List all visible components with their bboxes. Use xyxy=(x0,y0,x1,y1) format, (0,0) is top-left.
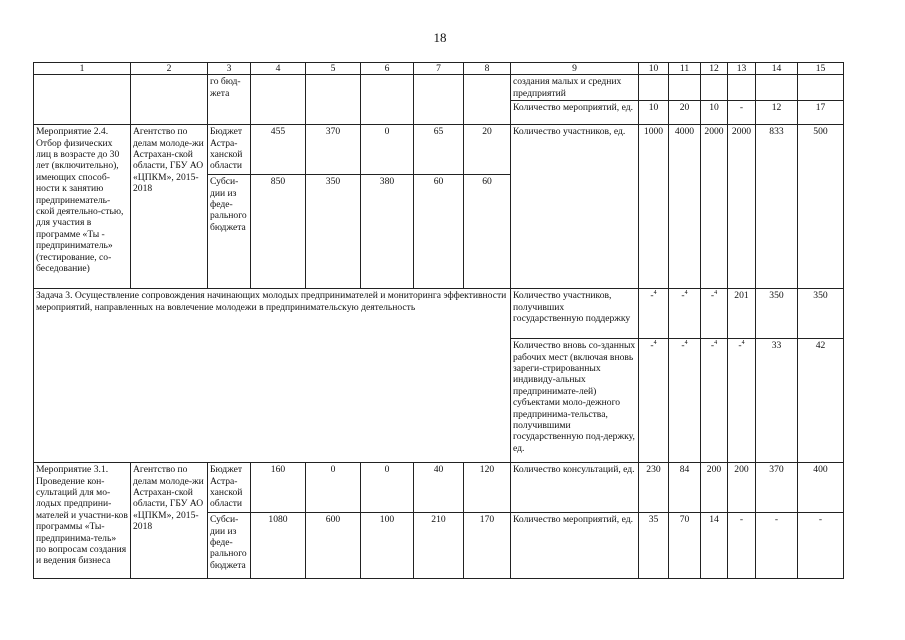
col-header: 9 xyxy=(511,63,639,75)
activity-name: Мероприятие 3.1. Проведение кон-сультаций для мо-лодых предприни-мателей и участни-ков программы «Ты-предпринима-тель» по вопросам создания и ведения бизнеса xyxy=(34,463,131,579)
cell-empty xyxy=(669,75,701,101)
indicator-value: - xyxy=(728,513,756,579)
col-header: 11 xyxy=(669,63,701,75)
indicator-name: Количество мероприятий, ед. xyxy=(511,513,639,579)
indicator-value xyxy=(701,289,728,339)
col-header: 8 xyxy=(464,63,511,75)
col-header: 10 xyxy=(639,63,669,75)
indicator-value: 370 xyxy=(756,463,798,513)
col-header: 5 xyxy=(306,63,361,75)
col-header: 2 xyxy=(131,63,208,75)
funding-value: 60 xyxy=(414,175,464,289)
indicator-value: 400 xyxy=(798,463,844,513)
indicator-value: 20 xyxy=(669,101,701,125)
cell-empty xyxy=(701,75,728,101)
indicator-value xyxy=(728,339,756,463)
executor: Агентство по делам молоде-жи Астрахан-ской области, ГБУ АО «ЦПКМ», 2015-2018 xyxy=(131,463,208,579)
cell-empty xyxy=(361,75,414,125)
indicator-name: Количество участников, ед. xyxy=(511,125,639,289)
footnote-mark: 4 xyxy=(653,290,657,297)
indicator-value: 350 xyxy=(798,289,844,339)
funding-value: 65 xyxy=(414,125,464,175)
funding-value: 120 xyxy=(464,463,511,513)
indicator-name: Количество консультаций, ед. xyxy=(511,463,639,513)
indicator-value: 84 xyxy=(669,463,701,513)
indicator-value-text: - xyxy=(681,290,685,302)
col-header: 15 xyxy=(798,63,844,75)
footnote-mark: 4 xyxy=(714,340,718,347)
indicator-value: 230 xyxy=(639,463,669,513)
table-row xyxy=(34,75,844,101)
indicator-value xyxy=(669,339,701,463)
indicator-value xyxy=(701,339,728,463)
cell-empty xyxy=(464,75,511,125)
cell-empty xyxy=(728,75,756,101)
cell-empty xyxy=(798,75,844,101)
cell-empty xyxy=(34,75,131,125)
col-header: 7 xyxy=(414,63,464,75)
indicator-value: 12 xyxy=(756,101,798,125)
indicator-name: создания малых и средних предприятий xyxy=(511,75,639,101)
indicator-value-text: - xyxy=(650,340,654,352)
cell-empty xyxy=(306,75,361,125)
indicator-value-text: - xyxy=(650,290,654,302)
indicator-value: - xyxy=(798,513,844,579)
indicator-value: 4000 xyxy=(669,125,701,289)
indicator-value: 14 xyxy=(701,513,728,579)
funding-value: 380 xyxy=(361,175,414,289)
funding-value: 370 xyxy=(306,125,361,175)
indicator-name: Количество вновь со-зданных рабочих мест (включая вновь зареги-стрированных индивиду-альных предпринимате-лей) субъектами моло-дежного предпринима-тельства, получившими государственную под-держку, ед. xyxy=(511,339,639,463)
indicator-value: - xyxy=(756,513,798,579)
funding-value: 210 xyxy=(414,513,464,579)
indicator-value: 833 xyxy=(756,125,798,289)
indicator-value xyxy=(639,339,669,463)
funding-value: 455 xyxy=(251,125,306,175)
funding-value: 100 xyxy=(361,513,414,579)
page-number: 18 xyxy=(433,30,447,45)
indicator-value: 33 xyxy=(756,339,798,463)
cell-empty xyxy=(756,75,798,101)
col-header: 3 xyxy=(208,63,251,75)
executor: Агентство по делам молоде-жи Астрахан-ской области, ГБУ АО «ЦПКМ», 2015-2018 xyxy=(131,125,208,289)
col-header: 14 xyxy=(756,63,798,75)
table-row xyxy=(34,289,844,339)
indicator-value: 200 xyxy=(701,463,728,513)
funding-value: 160 xyxy=(251,463,306,513)
indicator-value xyxy=(639,289,669,339)
task-3-title: Задача 3. Осуществление сопровождения начинающих молодых предпринимателей и мониторинга эффективности мероприятий, направленных на вовлечение молодежи в предпринимательскую деятельность xyxy=(34,289,511,463)
indicator-value-text: - xyxy=(681,340,685,352)
funding-value: 600 xyxy=(306,513,361,579)
funding-value: 40 xyxy=(414,463,464,513)
funding-value: 0 xyxy=(361,463,414,513)
funding-value: 20 xyxy=(464,125,511,175)
funding-value: 1080 xyxy=(251,513,306,579)
indicator-value: 17 xyxy=(798,101,844,125)
activity-name: Мероприятие 2.4. Отбор физических лиц в возрасте до 30 лет (включительно), имеющих способ-ности к занятию предпринематель-ской деятельно-стью, для участия в программе «Ты - предприниматель» (тестирование, со-беседование) xyxy=(34,125,131,289)
indicator-value: 201 xyxy=(728,289,756,339)
col-header: 6 xyxy=(361,63,414,75)
indicator-name: Количество участников, получивших государственную поддержку xyxy=(511,289,639,339)
funding-source: Бюджет Астра-ханской области xyxy=(208,125,251,175)
indicator-value xyxy=(669,289,701,339)
funding-value: 850 xyxy=(251,175,306,289)
col-header: 4 xyxy=(251,63,306,75)
indicator-value: 42 xyxy=(798,339,844,463)
cell-empty xyxy=(131,75,208,125)
indicator-value: 10 xyxy=(701,101,728,125)
indicator-value-text: - xyxy=(710,290,715,302)
indicator-value: 35 xyxy=(639,513,669,579)
funding-source: Субси-дии из феде-рального бюджета xyxy=(208,175,251,289)
funding-value: 60 xyxy=(464,175,511,289)
indicator-value: 1000 xyxy=(639,125,669,289)
table-row xyxy=(34,125,844,175)
funding-source: Бюджет Астра-ханской области xyxy=(208,463,251,513)
footnote-mark: 4 xyxy=(653,340,657,347)
funding-value: 350 xyxy=(306,175,361,289)
indicator-value: 2000 xyxy=(728,125,756,289)
indicator-value: 200 xyxy=(728,463,756,513)
indicator-value: 350 xyxy=(756,289,798,339)
funding-value: 0 xyxy=(306,463,361,513)
column-number-row xyxy=(34,63,844,75)
indicator-value-text: - xyxy=(710,340,715,352)
col-header: 1 xyxy=(34,63,131,75)
footnote-mark: 4 xyxy=(684,290,688,297)
funding-value: 170 xyxy=(464,513,511,579)
cell-empty xyxy=(251,75,306,125)
col-header: 13 xyxy=(728,63,756,75)
indicator-value: - xyxy=(728,101,756,125)
col-header: 12 xyxy=(701,63,728,75)
indicator-value: 10 xyxy=(639,101,669,125)
funding-source: Субси-дии из феде-рального бюджета xyxy=(208,513,251,579)
indicator-value: 2000 xyxy=(701,125,728,289)
indicator-value: 500 xyxy=(798,125,844,289)
cell-empty xyxy=(639,75,669,101)
footnote-mark: 4 xyxy=(741,340,745,347)
indicator-value-text: - xyxy=(738,340,742,352)
program-table xyxy=(33,62,844,579)
footnote-mark: 4 xyxy=(684,340,688,347)
funding-value: 0 xyxy=(361,125,414,175)
cell-empty xyxy=(414,75,464,125)
indicator-name: Количество мероприятий, ед. xyxy=(511,101,639,125)
table-row xyxy=(34,463,844,513)
budget-source-cell: го бюд-жета xyxy=(208,75,251,125)
indicator-value: 70 xyxy=(669,513,701,579)
footnote-mark: 4 xyxy=(714,290,718,297)
